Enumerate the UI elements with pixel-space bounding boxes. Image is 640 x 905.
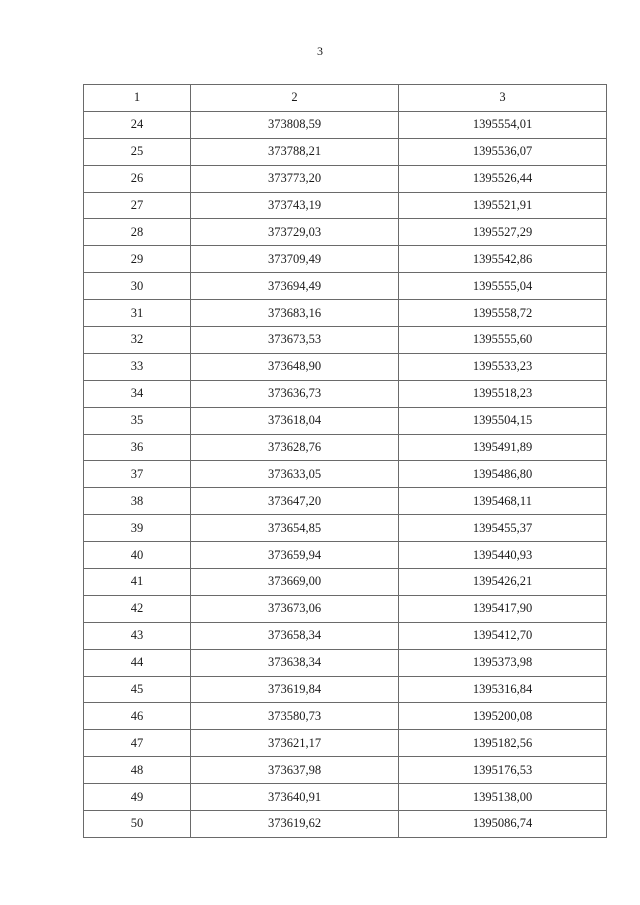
point-number-cell: 47 [84,730,191,757]
table-row [84,380,607,407]
x-coordinate-cell: 373638,34 [191,649,399,676]
column-header-2: 2 [191,85,399,112]
y-coordinate-cell: 1395468,11 [399,488,607,515]
y-coordinate-cell: 1395555,04 [399,273,607,300]
y-coordinate-cell: 1395176,53 [399,757,607,784]
point-number-cell: 32 [84,327,191,354]
x-coordinate-cell: 373636,73 [191,380,399,407]
y-coordinate-cell: 1395440,93 [399,542,607,569]
x-coordinate-cell: 373633,05 [191,461,399,488]
x-coordinate-cell: 373743,19 [191,192,399,219]
table-row [84,649,607,676]
coordinates-table [83,84,607,838]
table-row [84,515,607,542]
y-coordinate-cell: 1395527,29 [399,219,607,246]
x-coordinate-cell: 373673,06 [191,595,399,622]
x-coordinate-cell: 373618,04 [191,407,399,434]
table-row [84,622,607,649]
point-number-cell: 48 [84,757,191,784]
y-coordinate-cell: 1395200,08 [399,703,607,730]
point-number-cell: 46 [84,703,191,730]
table-row [84,461,607,488]
table-row [84,811,607,838]
point-number-cell: 30 [84,273,191,300]
x-coordinate-cell: 373683,16 [191,300,399,327]
x-coordinate-cell: 373628,76 [191,434,399,461]
y-coordinate-cell: 1395542,86 [399,246,607,273]
point-number-cell: 33 [84,353,191,380]
table-row [84,488,607,515]
point-number-cell: 34 [84,380,191,407]
point-number-cell: 45 [84,676,191,703]
y-coordinate-cell: 1395555,60 [399,327,607,354]
x-coordinate-cell: 373619,62 [191,811,399,838]
x-coordinate-cell: 373673,53 [191,327,399,354]
x-coordinate-cell: 373647,20 [191,488,399,515]
point-number-cell: 35 [84,407,191,434]
x-coordinate-cell: 373788,21 [191,138,399,165]
point-number-cell: 31 [84,300,191,327]
table-row [84,703,607,730]
table-row [84,730,607,757]
y-coordinate-cell: 1395455,37 [399,515,607,542]
y-coordinate-cell: 1395138,00 [399,784,607,811]
y-coordinate-cell: 1395536,07 [399,138,607,165]
x-coordinate-cell: 373659,94 [191,542,399,569]
y-coordinate-cell: 1395412,70 [399,622,607,649]
table-row [84,757,607,784]
point-number-cell: 36 [84,434,191,461]
point-number-cell: 50 [84,811,191,838]
table-row [84,219,607,246]
table-row [84,542,607,569]
point-number-cell: 49 [84,784,191,811]
point-number-cell: 44 [84,649,191,676]
x-coordinate-cell: 373580,73 [191,703,399,730]
table-row [84,595,607,622]
x-coordinate-cell: 373808,59 [191,111,399,138]
y-coordinate-cell: 1395417,90 [399,595,607,622]
table-row [84,676,607,703]
table-row [84,192,607,219]
y-coordinate-cell: 1395086,74 [399,811,607,838]
table-row [84,327,607,354]
y-coordinate-cell: 1395182,56 [399,730,607,757]
y-coordinate-cell: 1395373,98 [399,649,607,676]
table-row [84,273,607,300]
table-row [84,300,607,327]
x-coordinate-cell: 373619,84 [191,676,399,703]
x-coordinate-cell: 373773,20 [191,165,399,192]
table-row [84,784,607,811]
table-row [84,138,607,165]
point-number-cell: 26 [84,165,191,192]
point-number-cell: 43 [84,622,191,649]
x-coordinate-cell: 373637,98 [191,757,399,784]
page-number: 3 [317,44,323,58]
point-number-cell: 28 [84,219,191,246]
x-coordinate-cell: 373640,91 [191,784,399,811]
point-number-cell: 42 [84,595,191,622]
table-row [84,353,607,380]
point-number-cell: 40 [84,542,191,569]
y-coordinate-cell: 1395491,89 [399,434,607,461]
point-number-cell: 39 [84,515,191,542]
table-row [84,434,607,461]
point-number-cell: 41 [84,569,191,596]
x-coordinate-cell: 373621,17 [191,730,399,757]
y-coordinate-cell: 1395526,44 [399,165,607,192]
x-coordinate-cell: 373729,03 [191,219,399,246]
point-number-cell: 27 [84,192,191,219]
table-body [84,111,607,837]
table-row [84,407,607,434]
x-coordinate-cell: 373709,49 [191,246,399,273]
point-number-cell: 37 [84,461,191,488]
x-coordinate-cell: 373648,90 [191,353,399,380]
y-coordinate-cell: 1395521,91 [399,192,607,219]
table-row [84,569,607,596]
x-coordinate-cell: 373694,49 [191,273,399,300]
point-number-cell: 38 [84,488,191,515]
y-coordinate-cell: 1395426,21 [399,569,607,596]
column-header-1: 1 [84,85,191,112]
y-coordinate-cell: 1395558,72 [399,300,607,327]
x-coordinate-cell: 373658,34 [191,622,399,649]
y-coordinate-cell: 1395316,84 [399,676,607,703]
table-row [84,246,607,273]
x-coordinate-cell: 373654,85 [191,515,399,542]
y-coordinate-cell: 1395486,80 [399,461,607,488]
table-header-row [84,85,607,112]
point-number-cell: 29 [84,246,191,273]
table-row [84,111,607,138]
y-coordinate-cell: 1395504,15 [399,407,607,434]
y-coordinate-cell: 1395533,23 [399,353,607,380]
point-number-cell: 24 [84,111,191,138]
point-number-cell: 25 [84,138,191,165]
table-row [84,165,607,192]
y-coordinate-cell: 1395554,01 [399,111,607,138]
y-coordinate-cell: 1395518,23 [399,380,607,407]
x-coordinate-cell: 373669,00 [191,569,399,596]
column-header-3: 3 [399,85,607,112]
